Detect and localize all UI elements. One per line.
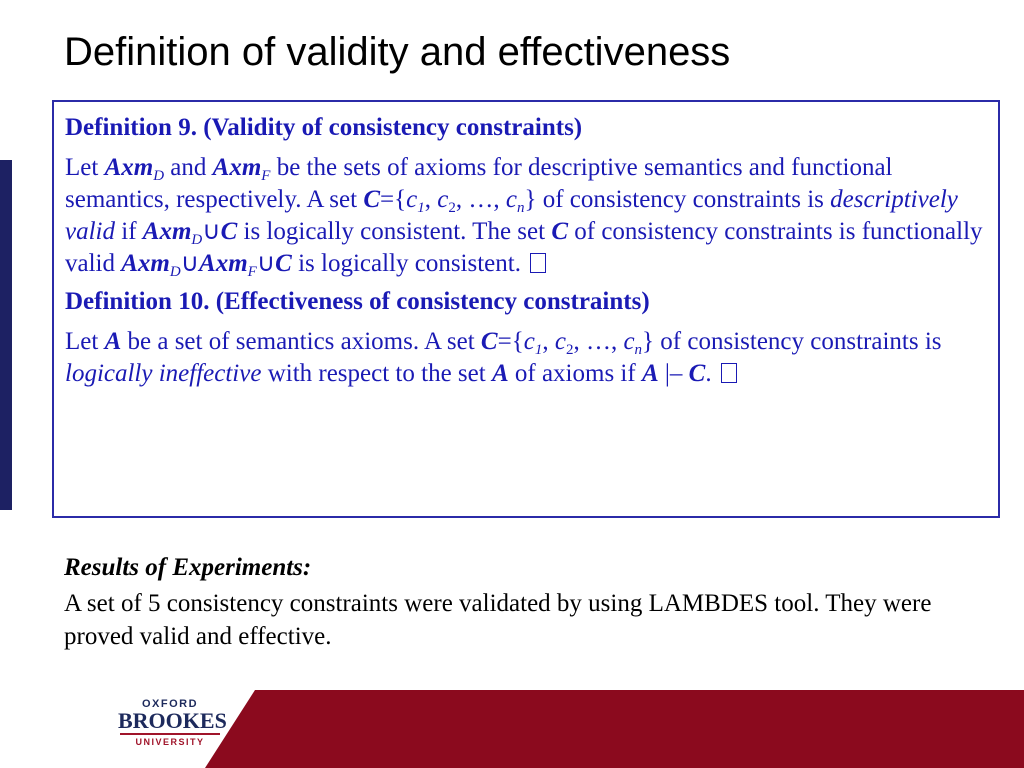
definition-10-heading: Definition 10. (Effectiveness of consistency constraints) xyxy=(65,288,650,315)
definition-9-body: Let Axm$_D$ and Axm$_F$ be the sets of axioms for descriptive semantics and functional semantics, respectively. A set $C=\{c_1$, $c_2$, …, $c_n$} of consistency constraints is descriptively valid if Axm$_D$∪C is logically consistent. The set C of consistency constraints is functionally valid Axm$_D$∪Axm$_F$∪C is logically consistent. xyxy=(65,154,983,280)
end-of-definition-icon xyxy=(721,363,737,383)
definition-9-heading: Definition 9. (Validity of consistency constraints) xyxy=(65,114,583,141)
footer-red-band xyxy=(205,690,1024,768)
results-section xyxy=(64,551,964,653)
results-heading: Results of Experiments: xyxy=(64,554,312,581)
slide-title: Definition of validity and effectiveness xyxy=(64,30,731,74)
definitions-box xyxy=(52,100,1000,518)
logo-line-brookes: BROOKES xyxy=(118,708,227,733)
logo-line-oxford: OXFORD xyxy=(141,698,199,710)
end-of-definition-icon xyxy=(530,253,546,273)
results-body: A set of 5 consistency constraints were validated by using LAMBDES tool. They were proved valid and effective. xyxy=(64,590,932,650)
logo-rule xyxy=(120,733,220,735)
logo-line-university: UNIVERSITY xyxy=(135,737,205,747)
definition-10-body: Let A be a set of semantics axioms. A set $C=\{c_1$, $c_2$, …, $c_n$} of consistency constraints is logically ineffective with respect to the set A of axioms if A |– C. xyxy=(65,328,942,387)
oxford-brookes-logo xyxy=(118,698,227,748)
left-accent-tab xyxy=(0,160,12,510)
